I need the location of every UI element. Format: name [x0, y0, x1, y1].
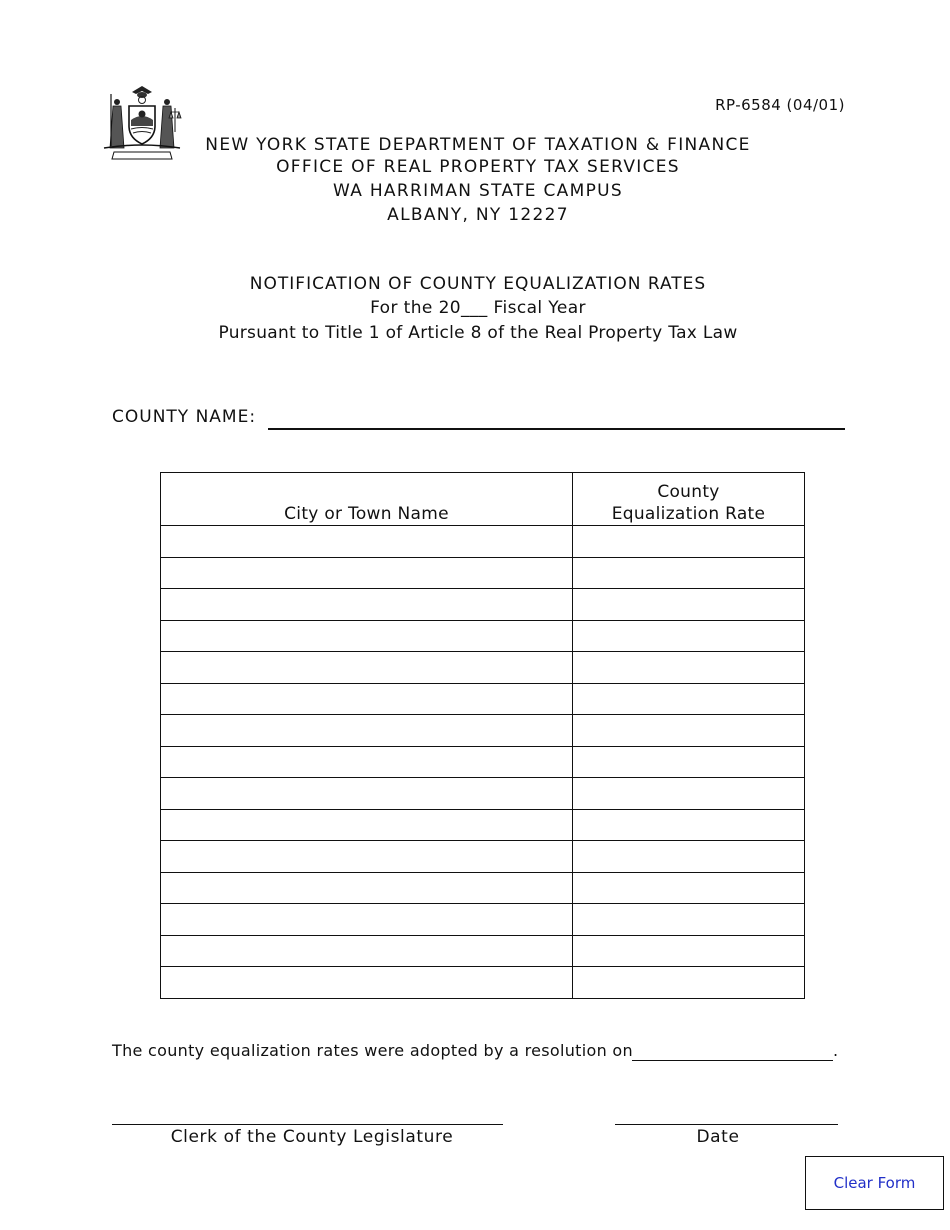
equalization-rate-input[interactable] — [573, 967, 804, 998]
city-town-name-cell — [161, 872, 573, 904]
form-title: NOTIFICATION OF COUNTY EQUALIZATION RATES — [249, 274, 707, 294]
equalization-rate-input[interactable] — [573, 841, 804, 872]
equalization-rate-input[interactable] — [573, 747, 804, 778]
department-name: NEW YORK STATE DEPARTMENT OF TAXATION & FINANCE — [205, 135, 751, 155]
equalization-rate-cell — [573, 526, 805, 558]
equalization-rate-cell — [573, 778, 805, 810]
table-row — [161, 715, 805, 747]
city-town-name-cell — [161, 652, 573, 684]
table-row — [161, 809, 805, 841]
city-town-name-cell — [161, 746, 573, 778]
clear-form-button[interactable]: Clear Form — [805, 1156, 944, 1210]
city-town-name-input[interactable] — [161, 715, 572, 746]
table-row — [161, 967, 805, 999]
equalization-rate-cell — [573, 904, 805, 936]
resolution-statement: The county equalization rates were adopted by a resolution on — [112, 1041, 633, 1060]
equalization-rate-cell — [573, 683, 805, 715]
equalization-rate-cell — [573, 841, 805, 873]
equalization-rate-cell — [573, 589, 805, 621]
equalization-rate-cell — [573, 967, 805, 999]
rates-table-body — [161, 526, 805, 999]
equalization-rate-input[interactable] — [573, 652, 804, 683]
equalization-rate-input[interactable] — [573, 621, 804, 652]
table-row — [161, 872, 805, 904]
city-town-name-cell — [161, 904, 573, 936]
equalization-rate-input[interactable] — [573, 684, 804, 715]
city-town-name-input[interactable] — [161, 936, 572, 967]
city-town-name-input[interactable] — [161, 810, 572, 841]
city-town-name-cell — [161, 620, 573, 652]
city-town-name-cell — [161, 967, 573, 999]
equalization-rate-cell — [573, 557, 805, 589]
county-name-input[interactable] — [268, 406, 845, 430]
equalization-rate-cell — [573, 935, 805, 967]
form-id: RP-6584 (04/01) — [715, 96, 845, 114]
city-town-name-cell — [161, 841, 573, 873]
city-town-name-header: City or Town Name — [161, 473, 573, 526]
city-address: ALBANY, NY 12227 — [387, 205, 569, 225]
city-town-name-cell — [161, 526, 573, 558]
clerk-signature-line[interactable] — [112, 1124, 503, 1125]
table-row — [161, 841, 805, 873]
rates-table — [160, 472, 805, 999]
equalization-rate-cell — [573, 746, 805, 778]
city-town-name-cell — [161, 589, 573, 621]
table-row — [161, 746, 805, 778]
city-town-name-input[interactable] — [161, 967, 572, 998]
clerk-signature-label: Clerk of the County Legislature — [170, 1127, 454, 1147]
table-header-row — [161, 473, 805, 526]
city-town-name-input[interactable] — [161, 652, 572, 683]
table-row — [161, 935, 805, 967]
table-row — [161, 683, 805, 715]
city-town-name-cell — [161, 809, 573, 841]
city-town-name-input[interactable] — [161, 841, 572, 872]
resolution-date-input[interactable] — [632, 1040, 833, 1061]
equalization-rate-input[interactable] — [573, 936, 804, 967]
fiscal-year-line: For the 20___ Fiscal Year — [370, 298, 586, 318]
date-signature-line[interactable] — [615, 1124, 838, 1125]
table-row — [161, 557, 805, 589]
city-town-name-cell — [161, 557, 573, 589]
table-row — [161, 904, 805, 936]
equalization-rate-input[interactable] — [573, 526, 804, 557]
city-town-name-cell — [161, 778, 573, 810]
city-town-name-input[interactable] — [161, 621, 572, 652]
date-label: Date — [696, 1127, 740, 1147]
city-town-name-input[interactable] — [161, 904, 572, 935]
equalization-rate-input[interactable] — [573, 558, 804, 589]
city-town-name-cell — [161, 683, 573, 715]
equalization-rate-cell — [573, 809, 805, 841]
city-town-name-input[interactable] — [161, 747, 572, 778]
county-name-label: COUNTY NAME: — [112, 407, 257, 427]
equalization-rate-cell — [573, 715, 805, 747]
campus-name: WA HARRIMAN STATE CAMPUS — [333, 181, 623, 201]
equalization-rate-input[interactable] — [573, 810, 804, 841]
office-name: OFFICE OF REAL PROPERTY TAX SERVICES — [276, 157, 680, 177]
equalization-rate-header: County Equalization Rate — [573, 473, 805, 526]
city-town-name-cell — [161, 715, 573, 747]
equalization-rate-input[interactable] — [573, 904, 804, 935]
resolution-period: . — [833, 1041, 839, 1060]
table-row — [161, 526, 805, 558]
city-town-name-cell — [161, 935, 573, 967]
statute-reference: Pursuant to Title 1 of Article 8 of the Real Property Tax Law — [218, 323, 738, 343]
city-town-name-input[interactable] — [161, 558, 572, 589]
table-row — [161, 620, 805, 652]
table-row — [161, 652, 805, 684]
equalization-rate-input[interactable] — [573, 873, 804, 904]
city-town-name-input[interactable] — [161, 526, 572, 557]
equalization-rate-cell — [573, 652, 805, 684]
equalization-rate-input[interactable] — [573, 778, 804, 809]
city-town-name-input[interactable] — [161, 778, 572, 809]
equalization-rate-input[interactable] — [573, 715, 804, 746]
equalization-rate-input[interactable] — [573, 589, 804, 620]
table-row — [161, 589, 805, 621]
city-town-name-input[interactable] — [161, 684, 572, 715]
table-row — [161, 778, 805, 810]
city-town-name-input[interactable] — [161, 873, 572, 904]
equalization-rate-cell — [573, 620, 805, 652]
equalization-rate-cell — [573, 872, 805, 904]
city-town-name-input[interactable] — [161, 589, 572, 620]
